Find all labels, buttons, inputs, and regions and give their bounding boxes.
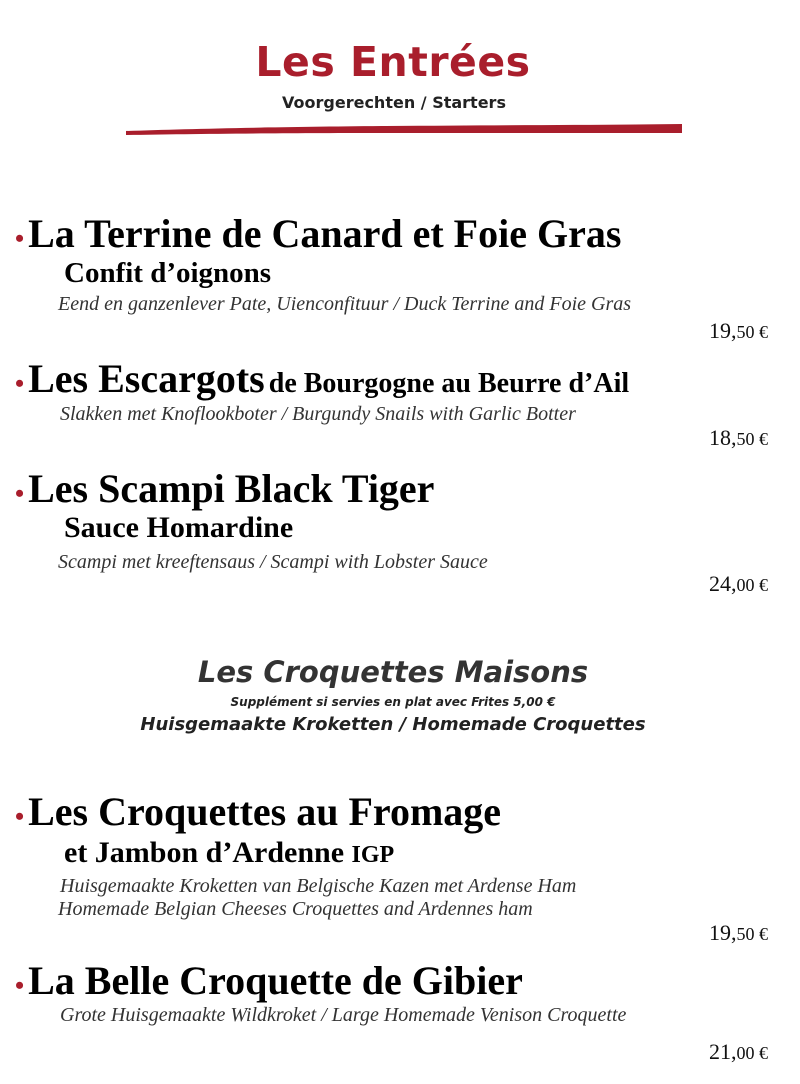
- menu-item: [15, 355, 629, 402]
- section-subtitle: Huisgemaakte Kroketten / Homemade Croquettes: [140, 714, 646, 735]
- item-price: 24,00 €: [709, 571, 768, 596]
- item-price: 19,50 €: [709, 318, 768, 343]
- item-price: 18,50 €: [709, 425, 768, 450]
- menu-item: [15, 957, 523, 1004]
- item-description: Scampi met kreeftensaus / Scampi with Lobster Sauce: [58, 551, 488, 573]
- section-note: Supplément si servies en plat avec Frites 5,00 €: [230, 695, 556, 709]
- item-name: Les Escargots: [28, 356, 265, 401]
- bullet-icon: •: [15, 802, 25, 831]
- item-description: Slakken met Knoflookboter / Burgundy Snails with Garlic Botter: [60, 403, 576, 425]
- menu-item: [15, 788, 501, 835]
- title-underline-stroke: [126, 123, 682, 135]
- item-subname-suffix: IGP: [351, 842, 395, 868]
- item-name: Les Scampi Black Tiger: [28, 466, 435, 511]
- item-name: Les Croquettes au Fromage: [28, 789, 502, 834]
- item-description: Homemade Belgian Cheeses Croquettes and Ardennes ham: [58, 898, 533, 920]
- menu-title: Les Entrées: [255, 38, 531, 86]
- item-subname: Confit d’oignons: [64, 257, 272, 289]
- bullet-icon: •: [15, 479, 25, 508]
- item-subname: Sauce Homardine: [64, 511, 294, 544]
- bullet-icon: •: [15, 224, 25, 253]
- item-subname: et Jambon d’Ardenne IGP: [64, 836, 395, 869]
- item-name: La Belle Croquette de Gibier: [28, 958, 523, 1003]
- item-description: Eend en ganzenlever Pate, Uienconfituur / Duck Terrine and Foie Gras: [58, 293, 632, 315]
- menu-item: [15, 465, 434, 512]
- bullet-icon: •: [15, 369, 25, 398]
- item-description: Huisgemaakte Kroketten van Belgische Kazen met Ardense Ham: [60, 875, 577, 897]
- item-name: La Terrine de Canard et Foie Gras: [28, 211, 622, 256]
- section-title: Les Croquettes Maisons: [197, 655, 589, 689]
- item-price: 19,50 €: [709, 920, 768, 945]
- menu-item: [15, 210, 621, 257]
- item-description: Grote Huisgemaakte Wildkroket / Large Homemade Venison Croquette: [60, 1004, 627, 1026]
- bullet-icon: •: [15, 971, 25, 1000]
- menu-subtitle: Voorgerechten / Starters: [282, 93, 506, 112]
- item-price: 21,00 €: [709, 1039, 768, 1064]
- item-name-rest: de Bourgogne au Beurre d’Ail: [268, 368, 630, 399]
